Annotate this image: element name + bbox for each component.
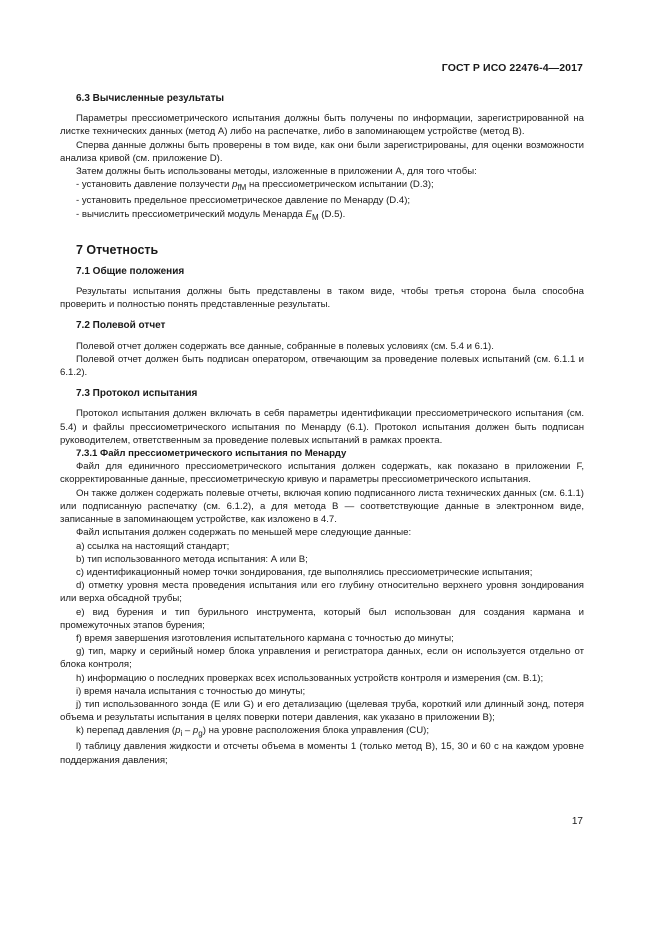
paragraph: Полевой отчет должен содержать все данные, собранные в полевых условиях (см. 5.4 и 6.1). bbox=[76, 340, 494, 352]
list-item-l: l) таблицу давления жидкости и отсчеты объема в моменты 1 (только метод В), 15, 30 и 60 с на каждом уровне поддержания давления; bbox=[60, 741, 584, 766]
list-item-e: е) вид бурения и тип бурильного инструмента, который был использован для создания кармана и промежуточных этапов бурения; bbox=[60, 606, 584, 631]
subsection-7-3-1-title: 7.3.1 Файл прессиометрического испытания по Менарду bbox=[76, 448, 347, 460]
chapter-7-title: 7 Отчетность bbox=[76, 242, 159, 257]
paragraph: Затем должны быть использованы методы, изложенные в приложении А, для того чтобы: bbox=[76, 166, 477, 178]
paragraph: Результаты испытания должны быть представлены в таком виде, чтобы третья сторона была способна проверить и полностью понять представленные результаты. bbox=[60, 286, 584, 311]
list-item: - установить давление ползучести $p_{fM}$ на прессиометрическом испытании (D.3); bbox=[76, 179, 434, 193]
list-item-i: i) время начала испытания с точностью до минуты; bbox=[76, 685, 306, 697]
list-item-k: k) перепад давления $(p_i - p_g)$ на уровне расположения блока управления (CU); bbox=[76, 725, 430, 739]
list-item-j: j) тип использованного зонда (Е или G) и его детализацию (щелевая труба, короткий или длинный зонд, потеря объема и результаты испытания в целях поверки потери давления, как указано в приложении В); bbox=[60, 698, 584, 724]
section-6-3-title: 6.3 Вычисленные результаты bbox=[76, 93, 225, 104]
paragraph: Протокол испытания должен включать в себя параметры идентификации прессиометрического испытания (см. 5.4) и файлы прессиометрического испытания по Менарду (6.1). Протокол испытания должен быть подписан руководителем, ответственным за проведение полевых испытаний в рамках проекта. bbox=[60, 408, 584, 446]
section-7-1-title: 7.1 Общие положения bbox=[76, 265, 185, 277]
section-7-2-title: 7.2 Полевой отчет bbox=[76, 320, 166, 332]
paragraph: Полевой отчет должен быть подписан оператором, отвечающим за проведение полевых испытаний (см. 6.1.1 и 6.1.2). bbox=[60, 353, 584, 379]
list-item-h: h) информацию о последних проверках всех использованных устройств контроля и измерения (см. В.1); bbox=[76, 672, 544, 684]
paragraph: Он также должен содержать полевые отчеты, включая копию подписанного листа технических данных (см. 6.1.1) или подписанную распечатку (см. 6.1.2), а для метода В — соответствующие данные в электронном виде, записанные в запоминающем устройстве, как изложено в 4.7. bbox=[60, 487, 584, 526]
list-item: - установить предельное прессиометрическое давление по Менарду (D.4); bbox=[76, 195, 411, 207]
paragraph: Сперва данные должны быть проверены в том виде, как они были зарегистрированы, для оценки возможности анализа кривой (см. приложение D). bbox=[60, 139, 584, 164]
page-number: 17 bbox=[571, 816, 583, 827]
list-item-c: с) идентификационный номер точки зондирования, где выполнялись прессиометрические испытания; bbox=[76, 566, 533, 578]
list-item-f: f) время завершения изготовления испытательного кармана с точностью до минуты; bbox=[76, 632, 454, 644]
page-content bbox=[60, 92, 584, 767]
paragraph: Файл для единичного прессиометрического испытания должен содержать, как показано в приложении F, скорректированные данные, прессиометрическую кривую и параметры прессиометрического испытания. bbox=[60, 461, 584, 486]
document-code: ГОСТ Р ИСО 22476-4—2017 bbox=[441, 62, 583, 74]
list-item: - вычислить прессиометрический модуль Менарда $E_M$ (D.5). bbox=[76, 208, 346, 222]
list-item-g: g) тип, марку и серийный номер блока управления и регистратора данных, если он используется отдельно от блока контроля; bbox=[60, 646, 584, 671]
section-7-3-title: 7.3 Протокол испытания bbox=[76, 388, 198, 400]
list-item-d: d) отметку уровня места проведения испытания или его глубину относительно верхнего уровня зондирования или верха обсадной трубы; bbox=[60, 580, 584, 605]
paragraph: Файл испытания должен содержать по меньшей мере следующие данные: bbox=[76, 527, 412, 539]
paragraph: Параметры прессиометрического испытания должны быть получены по информации, зарегистрированной на листке технических данных (метод А) либо на распечатке, либо в запоминающем устройстве (метод В). bbox=[60, 113, 584, 138]
list-item-b: b) тип использованного метода испытания: А или В; bbox=[76, 553, 308, 565]
list-item-a: а) ссылка на настоящий стандарт; bbox=[76, 540, 230, 552]
